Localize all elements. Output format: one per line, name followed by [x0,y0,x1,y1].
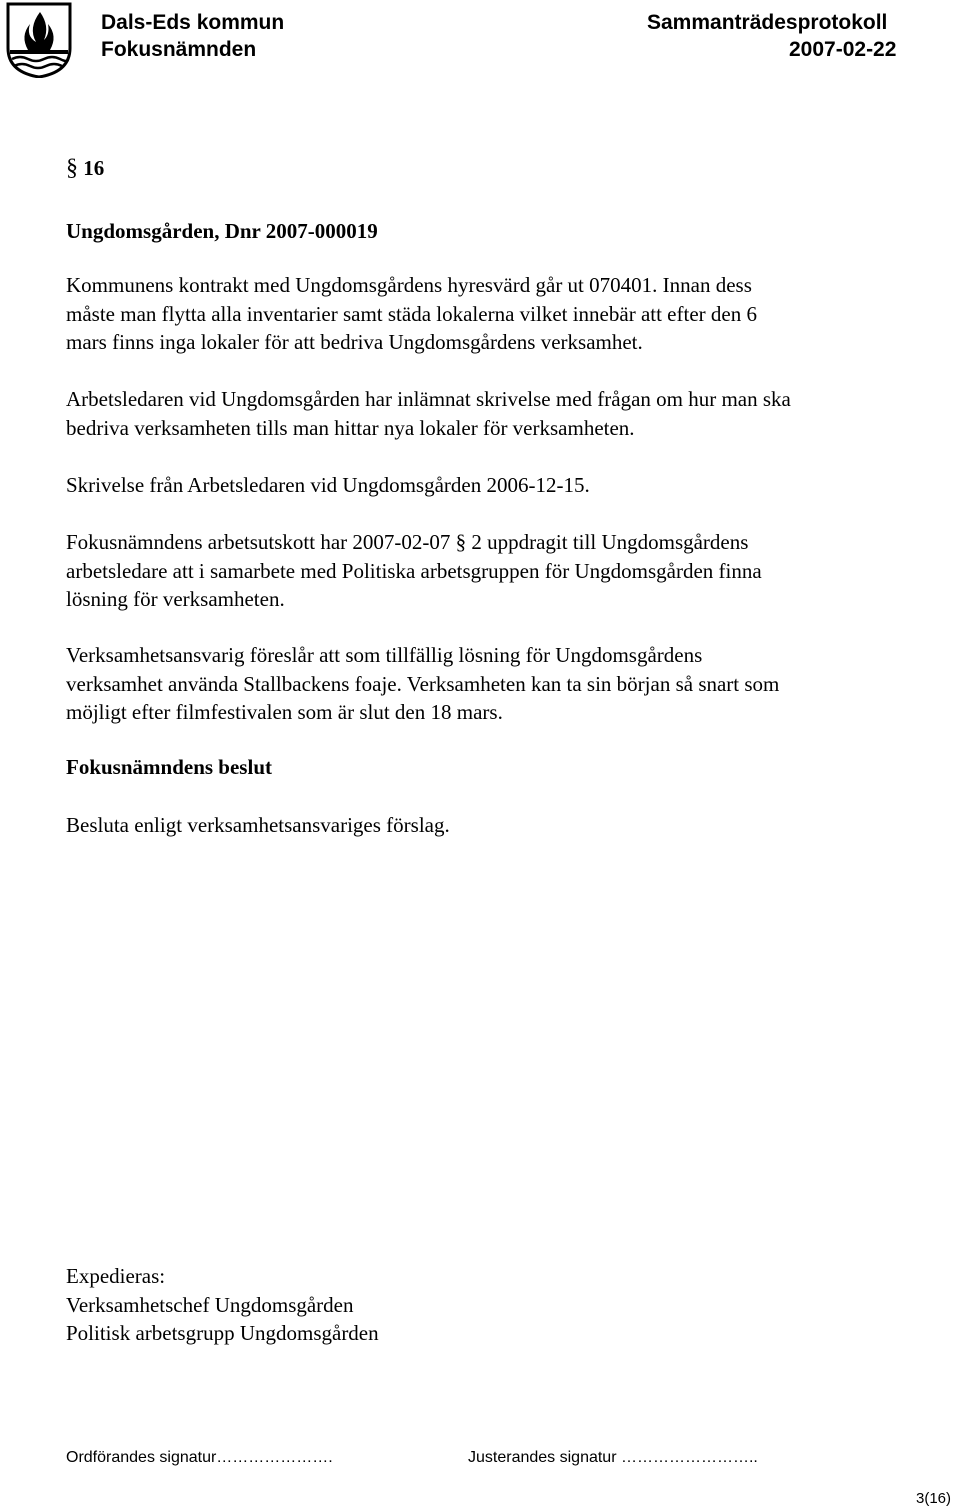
paragraph-assignment [66,528,762,614]
page-number: 3(16) [916,1490,952,1507]
text-line: Fokusnämndens arbetsutskott har 2007-02-07 § 2 uppdragit till Ungdomsgårdens [66,530,749,554]
text-line: bedriva verksamheten tills man hittar nya lokaler för verksamheten. [66,415,635,440]
document-date: 2007-02-22 [789,38,897,61]
chair-signature-field: Ordförandes signatur…………………. [66,1449,333,1466]
decision-heading: Fokusnämndens beslut [66,755,272,779]
paragraph-proposal [66,641,779,727]
section-number: § 16 [66,155,105,181]
adjuster-signature-field: Justerandes signatur …………………….. [468,1449,758,1466]
dispatch-recipient: Verksamhetschef Ungdomsgården [66,1292,354,1317]
text-line: verksamhet använda Stallbackens foaje. Verksamheten kan ta sin början så snart som [66,671,780,696]
paragraph-letter [66,385,791,442]
text-line: Skrivelse från Arbetsledaren vid Ungdomsgården 2006-12-15. [66,473,590,497]
section-title: Ungdomsgården, Dnr 2007-000019 [66,219,378,243]
text-line: Arbetsledaren vid Ungdomsgården har inlämnat skrivelse med frågan om hur man ska [66,387,791,411]
decision-text: Besluta enligt verksamhetsansvariges förslag. [66,813,450,837]
text-line: arbetsledare att i samarbete med Politiska arbetsgruppen för Ungdomsgården finna [66,558,762,583]
paragraph-letter-reference [66,471,590,500]
document-type: Sammanträdesprotokoll [647,11,888,34]
text-line: Verksamhetsansvarig föreslår att som tillfällig lösning för Ungdomsgårdens [66,643,703,667]
dispatch-recipient: Politisk arbetsgrupp Ungdomsgården [66,1321,379,1345]
text-line: möjligt efter filmfestivalen som är slut den 18 mars. [66,700,503,724]
text-line: måste man flytta alla inventarier samt städa lokalerna vilket innebär att efter den 6 [66,301,757,326]
org-name: Dals-Eds kommun [101,11,285,34]
dispatch-label: Expedieras: [66,1264,166,1288]
paragraph-contract [66,271,757,357]
text-line: mars finns inga lokaler för att bedriva Ungdomsgårdens verksamhet. [66,330,643,354]
municipality-logo [6,2,72,78]
text-line: Kommunens kontrakt med Ungdomsgårdens hyresvärd går ut 070401. Innan dess [66,273,752,297]
committee-name: Fokusnämnden [101,38,257,61]
dispatch-block [66,1262,379,1348]
text-line: lösning för verksamheten. [66,587,285,611]
